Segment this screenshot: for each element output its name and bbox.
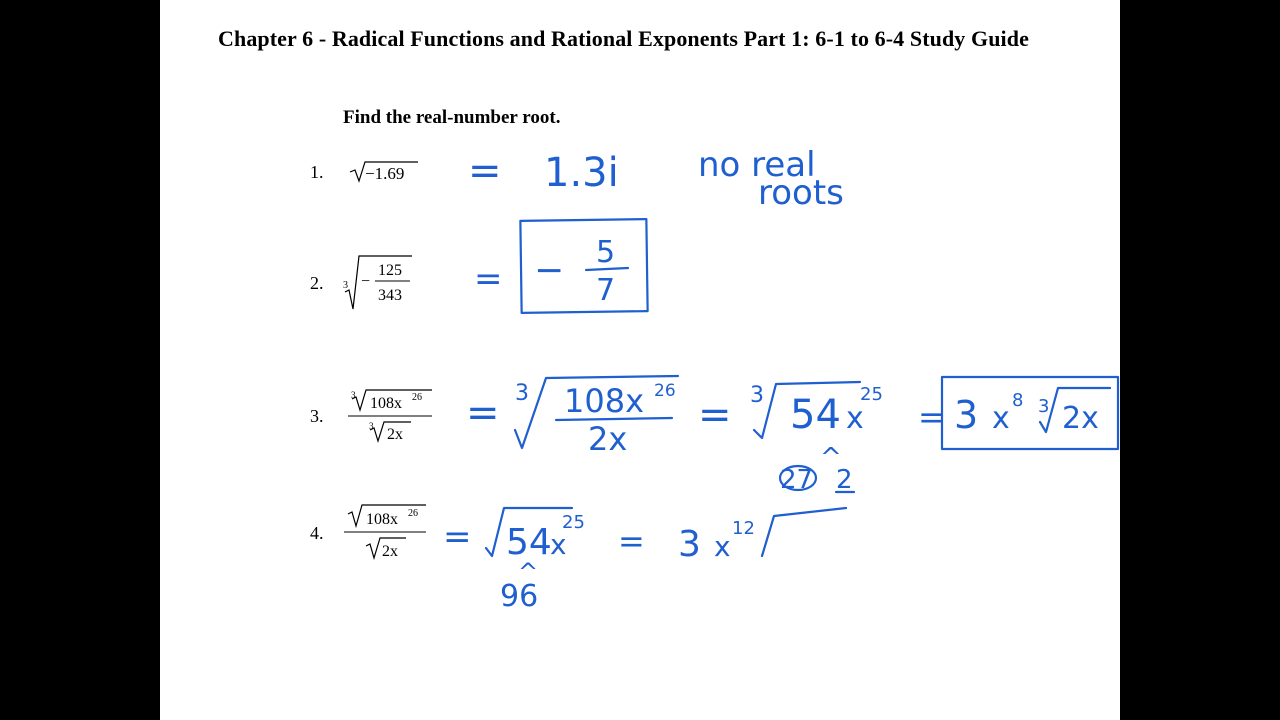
problem-3-num-radicand: 108x xyxy=(370,395,402,412)
problem-3-den-index: 3 xyxy=(369,421,374,431)
problem-2-sign: − xyxy=(361,273,371,290)
problem-4-num-radicand: 108x xyxy=(366,511,398,528)
hw-p3-caret: ^ xyxy=(820,443,842,473)
problem-2-denominator: 343 xyxy=(378,287,402,304)
hw-p3-factor-2: 2 xyxy=(836,465,853,495)
hw-p2-equals: = xyxy=(474,259,503,299)
hw-p3-exp-26: 26 xyxy=(654,381,676,401)
hw-p3-ans-exp: 8 xyxy=(1012,390,1024,411)
hw-p3-factor-27: 27 xyxy=(780,465,814,495)
hw-p4-equals-1: = xyxy=(443,517,472,557)
problem-3-den-radicand: 2x xyxy=(387,426,403,443)
hw-p4-ans-var: x xyxy=(714,530,731,563)
hw-p4-equals-2: = xyxy=(618,522,645,560)
hw-p1-answer: 1.3i xyxy=(544,150,619,196)
hw-p1-note-line1: no real xyxy=(698,145,816,185)
hw-p2-sign: − xyxy=(534,250,565,291)
hw-p3-equals-1: = xyxy=(466,390,500,436)
hw-p3-exp-25: 25 xyxy=(860,384,883,405)
hw-p2-numerator: 5 xyxy=(596,235,616,270)
problem-1-number: 1. xyxy=(310,162,324,182)
problem-2-index: 3 xyxy=(343,280,348,291)
problem-2-number: 2. xyxy=(310,273,324,293)
problem-4-den-radicand: 2x xyxy=(382,543,398,560)
problem-4-number: 4. xyxy=(310,523,324,543)
problem-4-num-exponent: 26 xyxy=(408,508,418,519)
hw-p4-ans-coef: 3 xyxy=(678,524,701,565)
hw-p3-ans-radicand: 2x xyxy=(1062,401,1099,436)
hw-p3-index-2: 3 xyxy=(750,383,764,408)
hw-p4-var: x xyxy=(550,528,567,561)
hw-p3-equals-3: = xyxy=(918,398,945,436)
document-page xyxy=(160,0,1120,720)
hw-p4-coef: 54 xyxy=(506,522,552,563)
problem-3-num-exponent: 26 xyxy=(412,392,422,403)
problem-1-radicand: −1.69 xyxy=(365,164,405,183)
hw-p3-denominator: 2x xyxy=(588,420,628,458)
hw-p4-caret: ^ xyxy=(518,558,539,586)
hw-p3-ans-var: x xyxy=(992,401,1010,436)
hw-p4-exp-25: 25 xyxy=(562,512,585,533)
hw-p3-coef: 54 xyxy=(790,392,841,438)
hw-p3-ans-coef: 3 xyxy=(954,393,979,437)
fraction-bar xyxy=(586,268,628,270)
hw-p3-numerator: 108x xyxy=(564,382,645,420)
problem-3-num-index: 3 xyxy=(351,390,356,400)
handwritten-annotations xyxy=(160,0,1120,720)
page-title: Chapter 6 - Radical Functions and Rational Exponents Part 1: 6-1 to 6-4 Study Guide xyxy=(218,26,1029,51)
hw-p1-note-line2: roots xyxy=(758,173,844,213)
hw-p3-equals-2: = xyxy=(698,392,732,438)
hw-p4-factor-96: 96 xyxy=(500,579,539,614)
problem-2-numerator: 125 xyxy=(378,262,402,279)
hw-p3-index-1: 3 xyxy=(515,381,529,406)
hw-p3-ans-index: 3 xyxy=(1038,396,1050,417)
radical-sign-icon xyxy=(762,508,846,556)
hw-p3-var: x xyxy=(846,401,864,436)
hw-p4-ans-exp: 12 xyxy=(732,518,755,539)
problem-3-number: 3. xyxy=(310,406,324,426)
instruction-heading: Find the real-number root. xyxy=(343,107,561,128)
hw-p2-denominator: 7 xyxy=(596,273,616,308)
hw-p1-equals: = xyxy=(468,148,502,194)
